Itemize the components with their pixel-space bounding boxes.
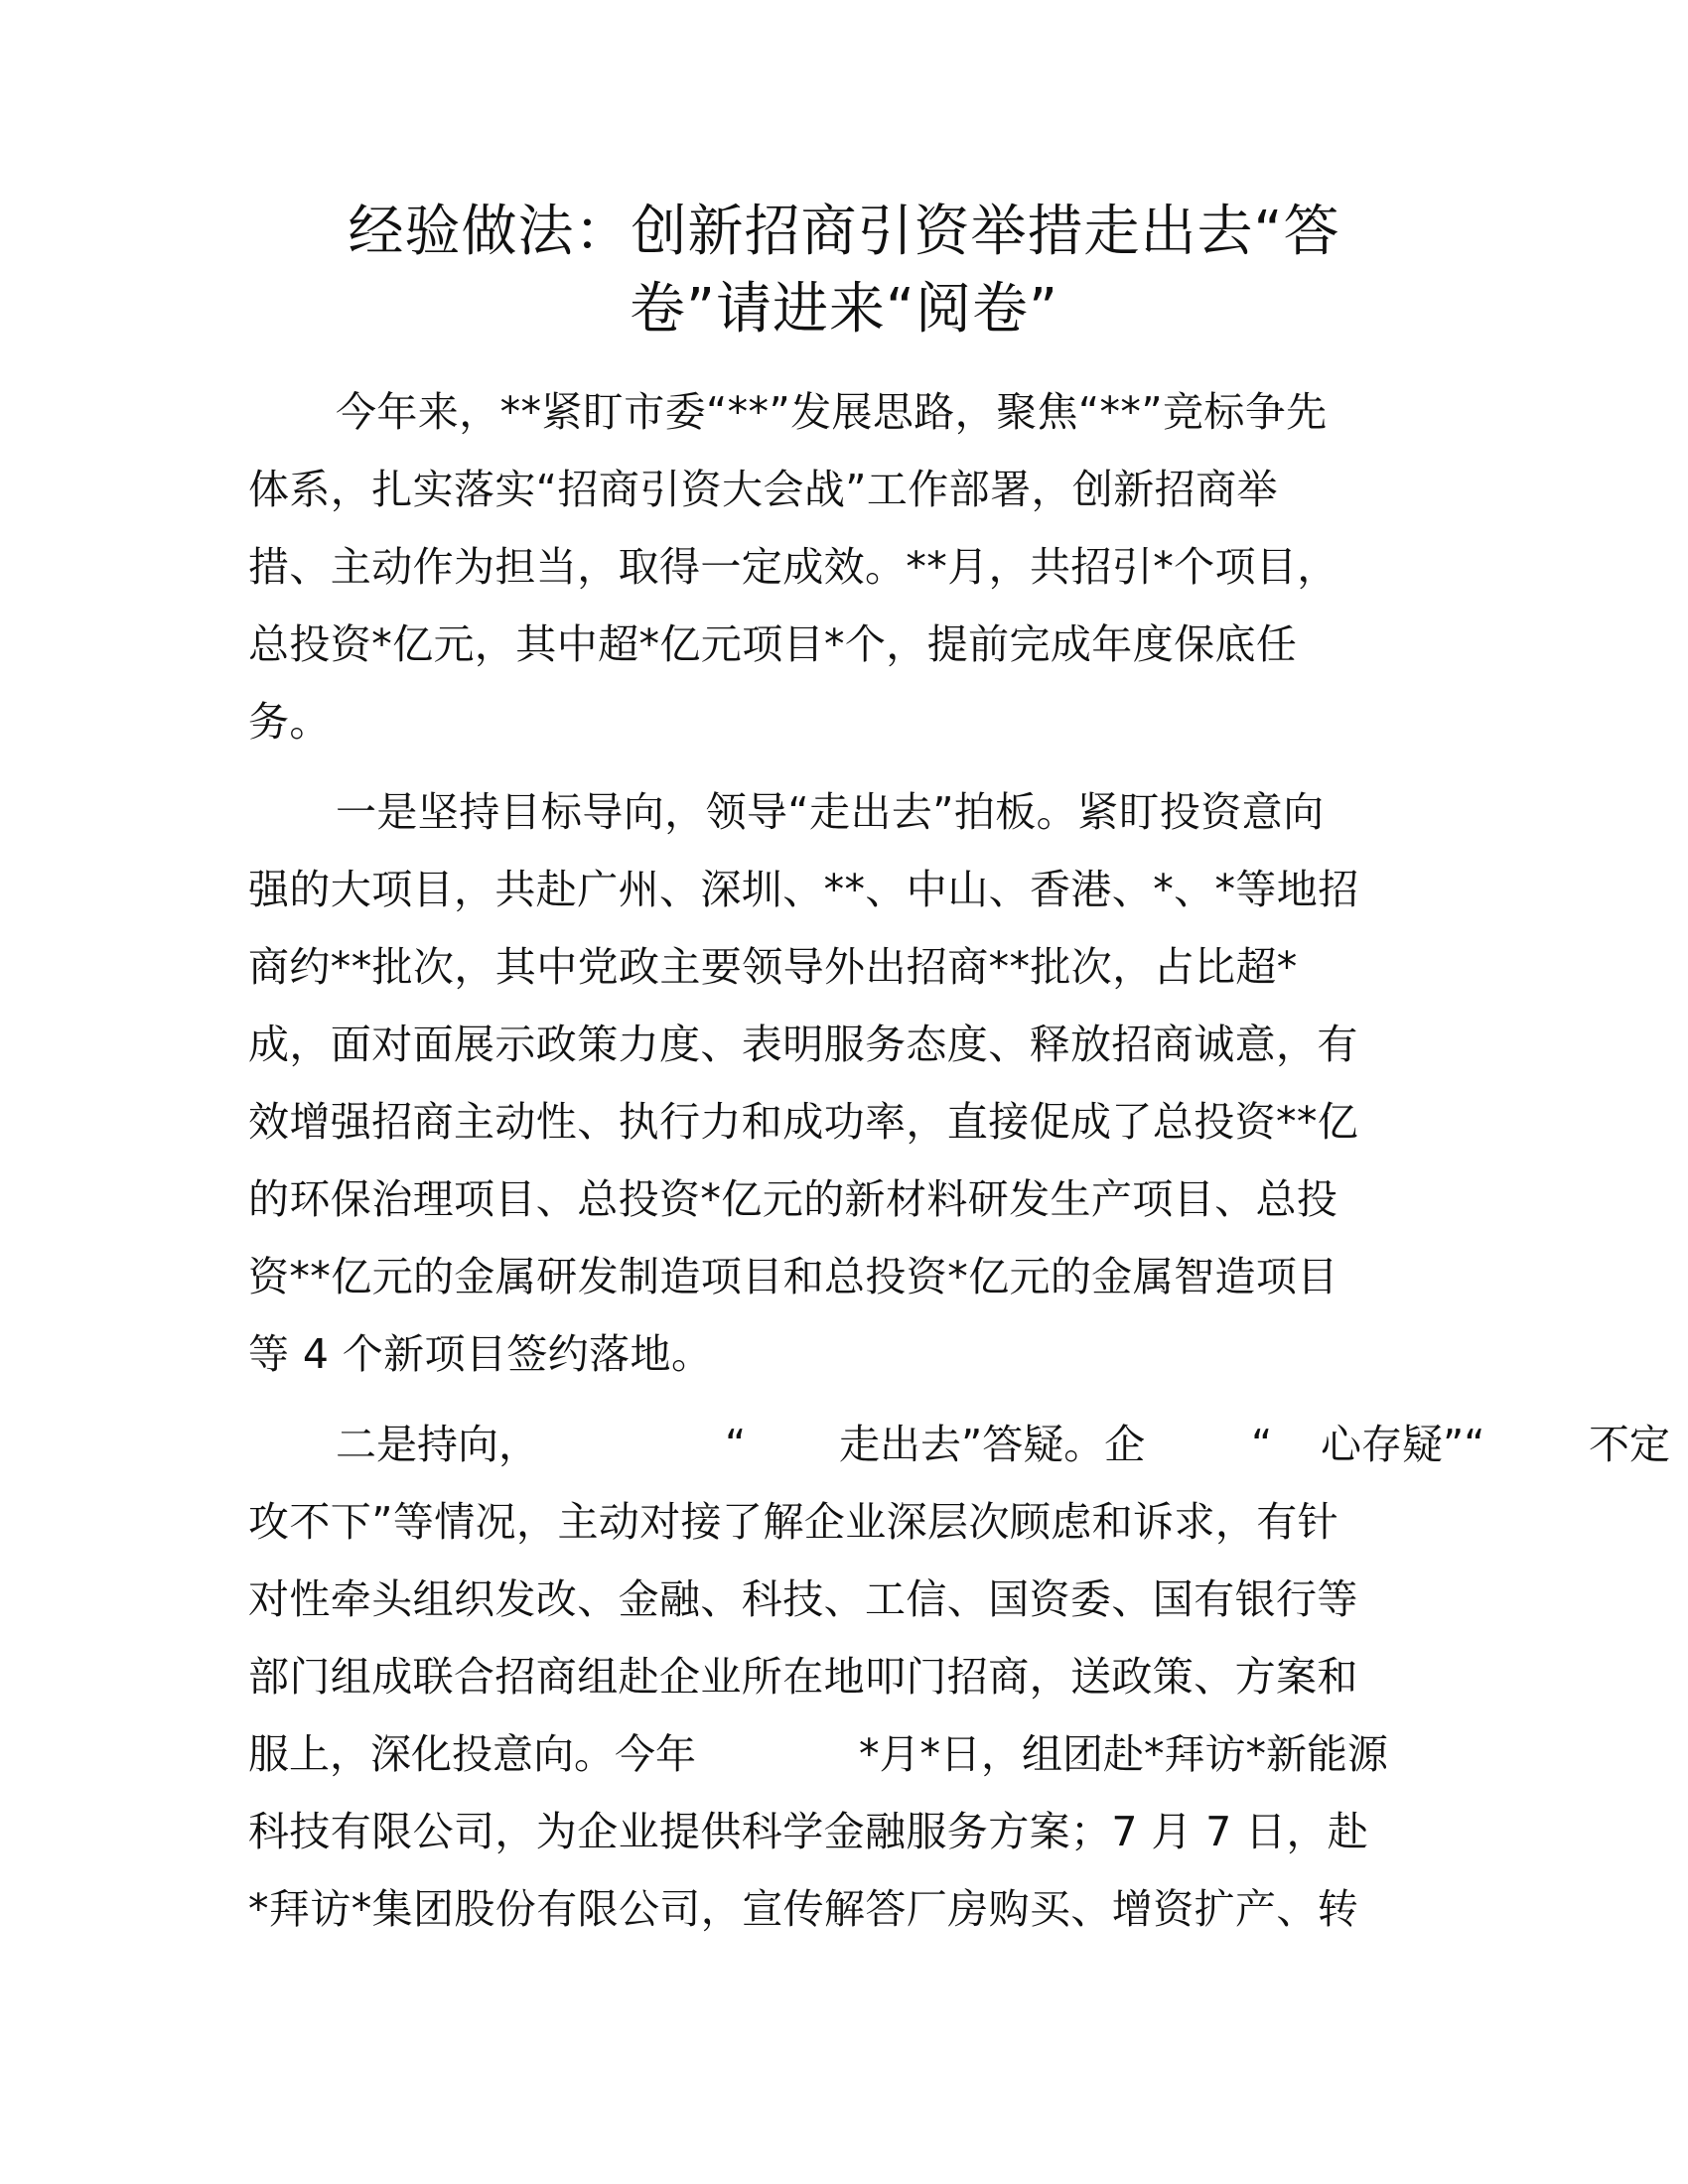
paragraph-line: 措、主动作为担当，取得一定成效。**月，共招引*个项目， — [248, 543, 1338, 591]
title-line-1: 经验做法：创新招商引资举措走出去“答 — [348, 200, 1340, 264]
paragraph-line: 一是坚持目标导向，领导“走出去”拍板。紧盯投资意向 — [336, 788, 1325, 836]
paragraph-line: 商约**批次，其中党政主要领导外出招商**批次，占比超* — [248, 943, 1298, 991]
text-segment: 走出去”答疑。企 — [839, 1421, 1146, 1468]
paragraph-line: 总投资*亿元，其中超*亿元项目*个，提前完成年度保底任 — [248, 620, 1298, 668]
paragraph-line: 科技有限公司，为企业提供科学金融服务方案；7 月 7 日，赴 — [248, 1808, 1369, 1855]
paragraph-line: 效增强招商主动性、执行力和成功率，直接促成了总投资**亿 — [248, 1098, 1359, 1146]
text-segment: *月*日，组团赴*拜访*新能源 — [859, 1730, 1388, 1778]
text-segment: 心存疑”“ — [1321, 1421, 1485, 1468]
paragraph-line: 强的大项目，共赴广州、深圳、**、中山、香港、*、*等地招 — [248, 866, 1359, 913]
paragraph-line: 对性牵头组织发改、金融、科技、工信、国资委、国有银行等 — [248, 1575, 1358, 1623]
paragraph-line: 资**亿元的金属研发制造项目和总投资*亿元的金属智造项目 — [248, 1253, 1338, 1300]
text-segment: 不定 — [1589, 1421, 1670, 1468]
paragraph-line: 体系，扎实落实“招商引资大会战”工作部署，创新招商举 — [248, 466, 1278, 513]
paragraph-line: 务。 — [248, 698, 331, 746]
title-line-2: 卷”请进来“阅卷” — [629, 277, 1059, 341]
text-segment: 二是持向， — [336, 1421, 539, 1468]
paragraph-line: 等 4 个新项目签约落地。 — [248, 1330, 713, 1378]
paragraph-line: 攻不下”等情况，主动对接了解企业深层次顾虑和诉求，有针 — [248, 1498, 1339, 1546]
paragraph-line: 成，面对面展示政策力度、表明服务态度、释放招商诚意，有 — [248, 1021, 1358, 1068]
text-segment: 服上，深化投意向。今年 — [248, 1730, 696, 1778]
text-segment: “ — [1251, 1421, 1273, 1468]
paragraph-line: 的环保治理项目、总投资*亿元的新材料研发生产项目、总投 — [248, 1175, 1338, 1223]
paragraph-line: 今年来，**紧盯市委“**”发展思路，聚焦“**”竞标争先 — [336, 388, 1328, 436]
document-title — [248, 194, 1440, 348]
paragraph-line: 部门组成联合招商组赴企业所在地叩门招商，送政策、方案和 — [248, 1653, 1358, 1701]
paragraph-line: *拜访*集团股份有限公司，宣传解答厂房购买、增资扩产、转 — [248, 1885, 1359, 1933]
text-segment: “ — [725, 1421, 747, 1468]
